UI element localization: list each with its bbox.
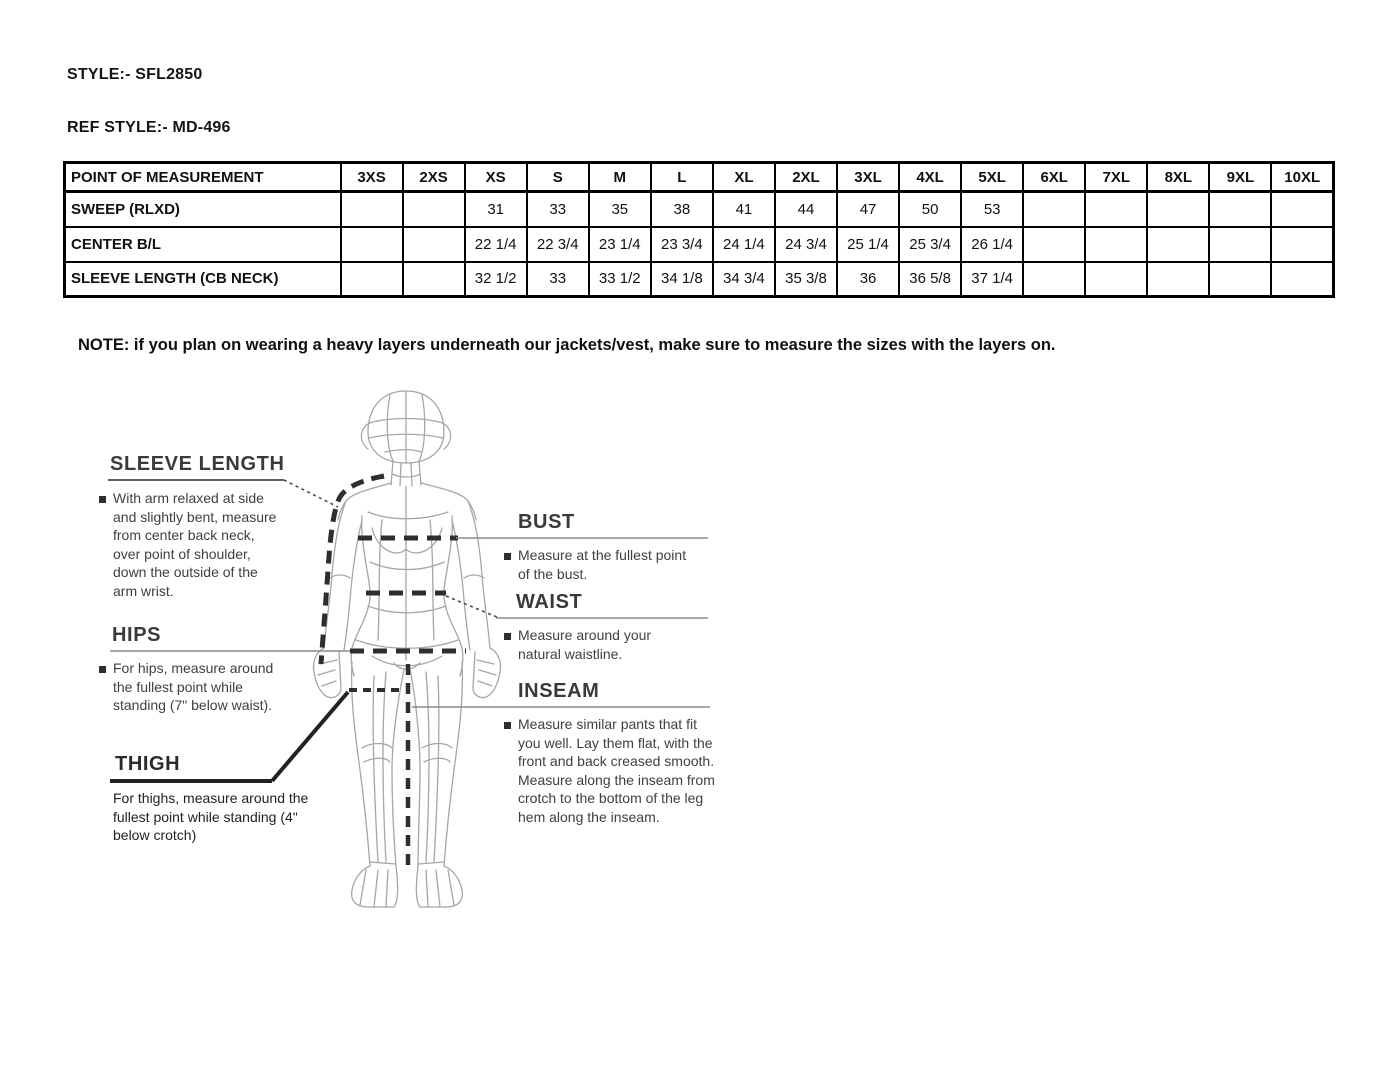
bust-text: Measure at the fullest point of the bust. xyxy=(518,547,687,582)
column-header-size: 4XL xyxy=(899,163,961,192)
size-value-cell: 41 xyxy=(713,192,775,227)
size-value-cell xyxy=(1023,227,1085,262)
column-header-size: 2XS xyxy=(403,163,465,192)
column-header-size: 2XL xyxy=(775,163,837,192)
hips-text: For hips, measure around the fullest point while standing (7" below waist). xyxy=(113,660,274,713)
column-header-size: S xyxy=(527,163,589,192)
size-table-header-row xyxy=(65,163,1334,192)
size-table xyxy=(63,161,1335,298)
column-header-size: M xyxy=(589,163,651,192)
waist-title: WAIST xyxy=(516,591,583,613)
bullet-icon xyxy=(504,722,511,729)
measurement-row xyxy=(65,227,1334,262)
size-value-cell xyxy=(1271,192,1333,227)
sleeve-length-connector-line xyxy=(284,480,338,507)
size-value-cell: 38 xyxy=(651,192,713,227)
body-figure xyxy=(313,391,500,907)
column-header-size: 5XL xyxy=(961,163,1023,192)
size-value-cell xyxy=(1209,227,1271,262)
size-value-cell: 22 1/4 xyxy=(465,227,527,262)
column-header-size: 3XS xyxy=(341,163,403,192)
size-value-cell: 50 xyxy=(899,192,961,227)
size-value-cell xyxy=(1209,192,1271,227)
size-value-cell xyxy=(341,262,403,297)
size-value-cell: 47 xyxy=(837,192,899,227)
size-value-cell: 24 1/4 xyxy=(713,227,775,262)
size-value-cell xyxy=(1271,262,1333,297)
size-value-cell: 33 xyxy=(527,192,589,227)
hips-title: HIPS xyxy=(112,624,162,646)
column-header-size: 7XL xyxy=(1085,163,1147,192)
bullet-icon xyxy=(99,666,106,673)
size-value-cell: 36 xyxy=(837,262,899,297)
ref-style-number: REF STYLE:- MD-496 xyxy=(67,119,231,136)
column-header-size: XL xyxy=(713,163,775,192)
size-value-cell xyxy=(1085,262,1147,297)
column-header-point-of-measurement: POINT OF MEASUREMENT xyxy=(65,163,341,192)
column-header-size: 3XL xyxy=(837,163,899,192)
size-value-cell xyxy=(403,192,465,227)
size-value-cell xyxy=(403,227,465,262)
size-value-cell: 32 1/2 xyxy=(465,262,527,297)
column-header-size: 10XL xyxy=(1271,163,1333,192)
size-value-cell xyxy=(1085,227,1147,262)
size-value-cell xyxy=(403,262,465,297)
column-header-size: 8XL xyxy=(1147,163,1209,192)
measurement-row-label: CENTER B/L xyxy=(65,227,341,262)
size-value-cell: 22 3/4 xyxy=(527,227,589,262)
size-value-cell xyxy=(1271,227,1333,262)
measurement-row-label: SWEEP (RLXD) xyxy=(65,192,341,227)
column-header-size: 9XL xyxy=(1209,163,1271,192)
size-value-cell: 26 1/4 xyxy=(961,227,1023,262)
bullet-icon xyxy=(99,496,106,503)
size-table-container xyxy=(63,161,1335,298)
size-value-cell: 35 xyxy=(589,192,651,227)
size-value-cell: 25 1/4 xyxy=(837,227,899,262)
sleeve-length-measure-line xyxy=(321,476,384,664)
size-value-cell: 31 xyxy=(465,192,527,227)
size-value-cell xyxy=(341,192,403,227)
size-value-cell: 44 xyxy=(775,192,837,227)
size-value-cell: 25 3/4 xyxy=(899,227,961,262)
size-value-cell xyxy=(341,227,403,262)
measurement-row xyxy=(65,262,1334,297)
waist-connector-line xyxy=(446,596,497,617)
waist-text: Measure around your natural waistline. xyxy=(518,627,652,662)
layers-note: NOTE: if you plan on wearing a heavy layers underneath our jackets/vest, make sure to measure the sizes with the layers on. xyxy=(78,336,1056,354)
bust-title: BUST xyxy=(518,511,575,533)
column-header-size: L xyxy=(651,163,713,192)
size-value-cell: 34 3/4 xyxy=(713,262,775,297)
size-value-cell xyxy=(1147,262,1209,297)
size-value-cell: 23 1/4 xyxy=(589,227,651,262)
column-header-size: XS xyxy=(465,163,527,192)
bullet-icon xyxy=(504,553,511,560)
size-value-cell xyxy=(1085,192,1147,227)
size-value-cell: 53 xyxy=(961,192,1023,227)
sleeve-length-title: SLEEVE LENGTH xyxy=(110,453,285,475)
thigh-title: THIGH xyxy=(115,753,181,775)
bullet-icon xyxy=(504,633,511,640)
size-value-cell: 35 3/8 xyxy=(775,262,837,297)
size-value-cell xyxy=(1023,192,1085,227)
size-value-cell xyxy=(1147,192,1209,227)
measurement-row xyxy=(65,192,1334,227)
size-value-cell: 34 1/8 xyxy=(651,262,713,297)
size-value-cell xyxy=(1147,227,1209,262)
size-value-cell: 36 5/8 xyxy=(899,262,961,297)
size-value-cell: 37 1/4 xyxy=(961,262,1023,297)
size-value-cell: 33 1/2 xyxy=(589,262,651,297)
size-value-cell xyxy=(1023,262,1085,297)
column-header-size: 6XL xyxy=(1023,163,1085,192)
inseam-title: INSEAM xyxy=(518,680,600,702)
measurement-row-label: SLEEVE LENGTH (CB NECK) xyxy=(65,262,341,297)
thigh-text: For thighs, measure around the fullest point while standing (4" below crotch) xyxy=(113,790,309,843)
style-number: STYLE:- SFL2850 xyxy=(67,66,203,83)
size-value-cell: 24 3/4 xyxy=(775,227,837,262)
sleeve-length-text: With arm relaxed at side and slightly bent, measure from center back neck, over point of shoulder, down the outside of the arm wrist. xyxy=(113,490,277,599)
size-value-cell: 23 3/4 xyxy=(651,227,713,262)
size-value-cell xyxy=(1209,262,1271,297)
inseam-text: Measure similar pants that fit you well. Lay them flat, with the front and back creased smooth. Measure along the inseam from crotch to the bottom of the leg hem along the inseam. xyxy=(518,716,715,825)
size-value-cell: 33 xyxy=(527,262,589,297)
